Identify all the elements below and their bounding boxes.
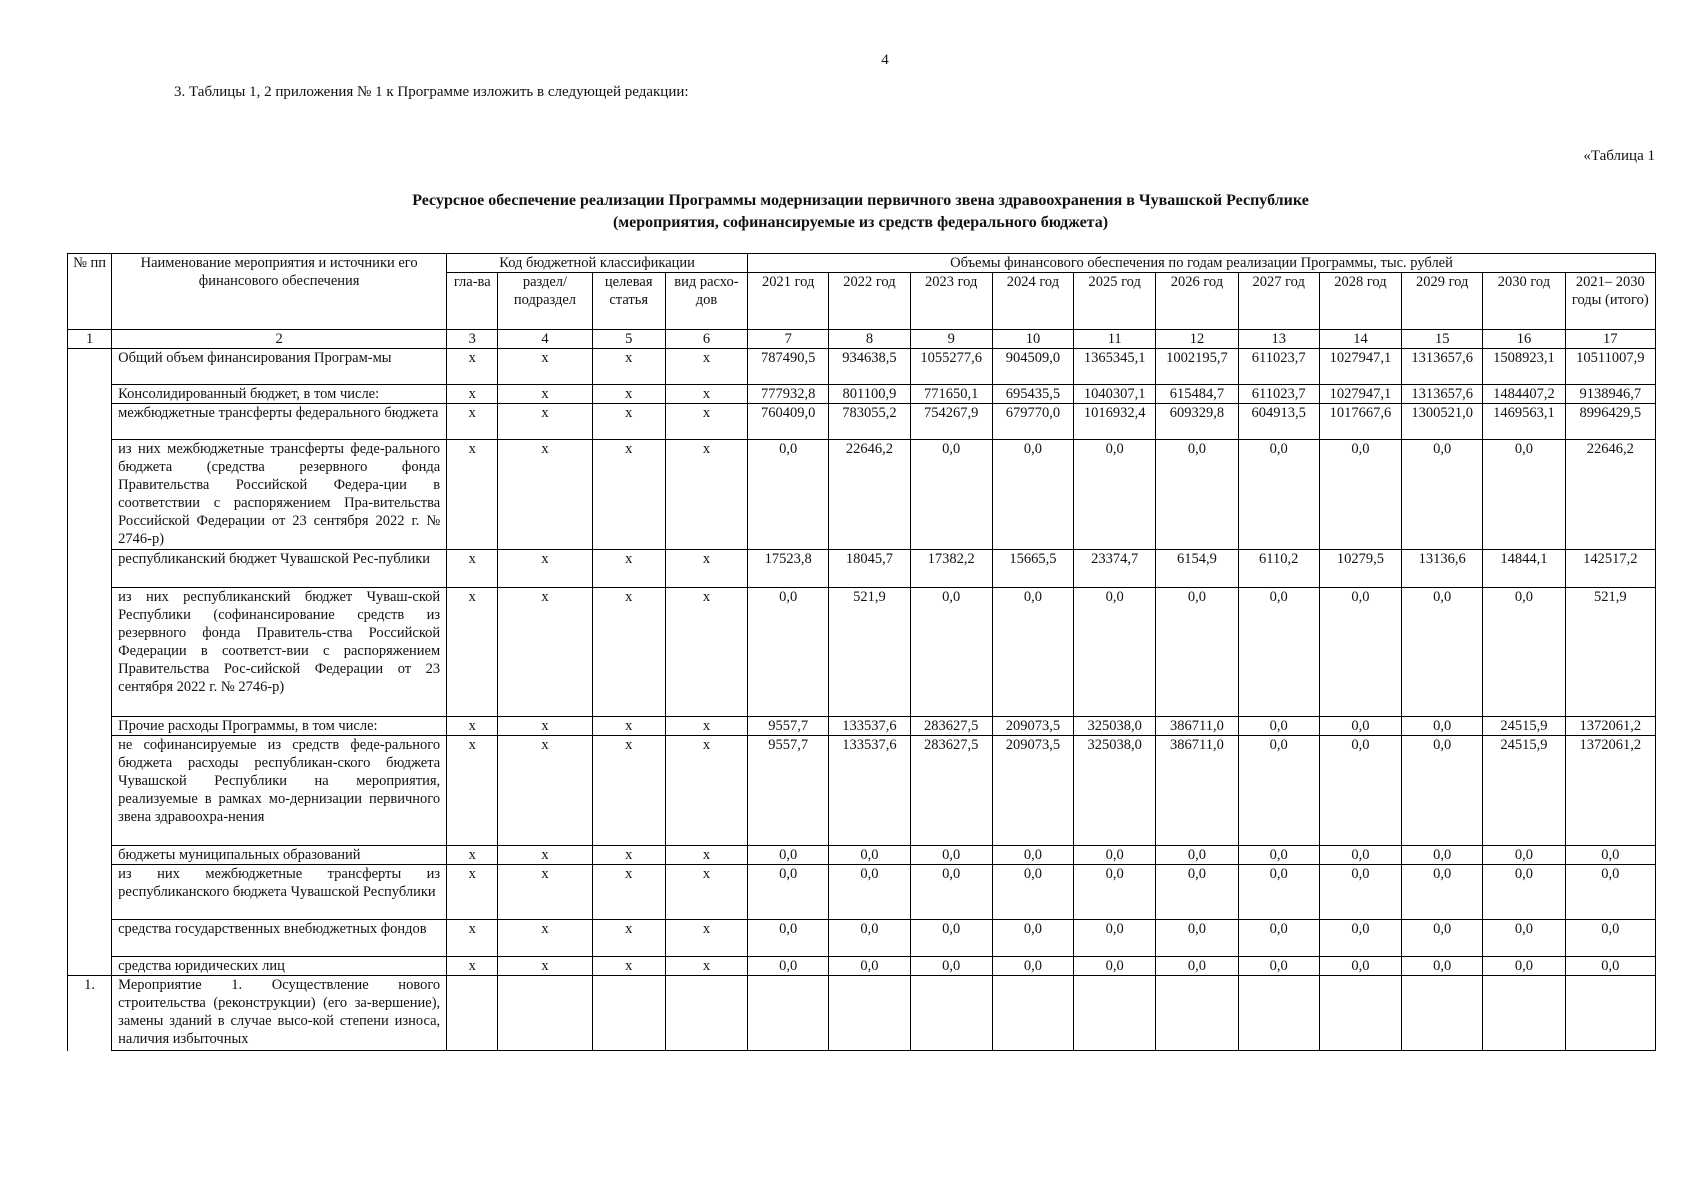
row-value: 0,0	[992, 920, 1073, 957]
row-value: 1469563,1	[1483, 404, 1565, 440]
row-value: 8996429,5	[1565, 404, 1655, 440]
table-row	[68, 920, 1656, 957]
row-value: 0,0	[1156, 588, 1238, 717]
row-code	[665, 976, 747, 1051]
row-value: 0,0	[1483, 846, 1565, 865]
table-row	[68, 865, 1656, 920]
row-value	[748, 976, 829, 1051]
row-code: x	[665, 588, 747, 717]
row-code: x	[447, 736, 498, 846]
table-row	[68, 550, 1656, 588]
row-value: 0,0	[1238, 588, 1319, 717]
column-number: 1	[68, 330, 112, 349]
column-number: 5	[592, 330, 665, 349]
row-value: 0,0	[910, 846, 992, 865]
row-value: 0,0	[1074, 957, 1156, 976]
row-name: из них республиканский бюджет Чуваш-ской Республики (софинансирование средств из резервного фонда Правитель-ства Российской Федерации в соответст-вии с распоряжением Правительства Рос-сийской Федерации от 23 сентября 2022 г. № 2746-р)	[112, 588, 447, 717]
row-value: 904509,0	[992, 349, 1073, 385]
row-code: x	[498, 385, 592, 404]
row-value: 0,0	[829, 957, 910, 976]
row-name: из них межбюджетные трансферты из республиканского бюджета Чувашской Республики	[112, 865, 447, 920]
row-name: средства юридических лиц	[112, 957, 447, 976]
row-value: 0,0	[1402, 846, 1483, 865]
row-code: x	[592, 717, 665, 736]
row-code: x	[498, 736, 592, 846]
column-number: 13	[1238, 330, 1319, 349]
column-number: 14	[1319, 330, 1401, 349]
row-value: 0,0	[1238, 717, 1319, 736]
row-value	[1238, 976, 1319, 1051]
row-value: 0,0	[1074, 440, 1156, 550]
row-value: 15665,5	[992, 550, 1073, 588]
header-year-6: 2027 год	[1238, 273, 1319, 330]
row-code: x	[447, 920, 498, 957]
row-value: 1313657,6	[1402, 385, 1483, 404]
row-num	[68, 440, 112, 550]
row-value: 934638,5	[829, 349, 910, 385]
row-value: 22646,2	[1565, 440, 1655, 550]
row-value: 0,0	[1074, 846, 1156, 865]
header-year-8: 2029 год	[1402, 273, 1483, 330]
row-code: x	[447, 349, 498, 385]
row-name: средства государственных внебюджетных фондов	[112, 920, 447, 957]
row-code: x	[592, 736, 665, 846]
row-code	[592, 976, 665, 1051]
resource-table	[67, 253, 1656, 1051]
row-value: 0,0	[1319, 736, 1401, 846]
row-code	[447, 976, 498, 1051]
row-value: 0,0	[829, 865, 910, 920]
header-year-2: 2023 год	[910, 273, 992, 330]
row-value: 0,0	[992, 440, 1073, 550]
row-value: 22646,2	[829, 440, 910, 550]
row-value: 0,0	[992, 846, 1073, 865]
row-value: 0,0	[1565, 920, 1655, 957]
row-value: 1372061,2	[1565, 736, 1655, 846]
row-value: 679770,0	[992, 404, 1073, 440]
row-value: 0,0	[1483, 920, 1565, 957]
row-value: 0,0	[748, 588, 829, 717]
row-value: 325038,0	[1074, 736, 1156, 846]
row-value: 0,0	[1402, 736, 1483, 846]
column-number: 6	[665, 330, 747, 349]
row-code: x	[665, 717, 747, 736]
row-value: 0,0	[910, 920, 992, 957]
column-number: 8	[829, 330, 910, 349]
table-row	[68, 440, 1656, 550]
title-line-1: Ресурсное обеспечение реализации Программы модернизации первичного звена здравоохранения в Чувашской Республике	[412, 192, 1309, 209]
row-code: x	[498, 440, 592, 550]
row-value: 13136,6	[1402, 550, 1483, 588]
row-value: 1002195,7	[1156, 349, 1238, 385]
table-row	[68, 846, 1656, 865]
table-row	[68, 385, 1656, 404]
table-label: «Таблица 1	[1583, 148, 1655, 164]
row-value: 615484,7	[1156, 385, 1238, 404]
row-value: 0,0	[829, 920, 910, 957]
row-value: 0,0	[1074, 865, 1156, 920]
row-code: x	[592, 846, 665, 865]
row-value: 10279,5	[1319, 550, 1401, 588]
row-value: 0,0	[1156, 440, 1238, 550]
row-num	[68, 717, 112, 736]
row-value: 0,0	[748, 846, 829, 865]
header-year-5: 2026 год	[1156, 273, 1238, 330]
row-num	[68, 588, 112, 717]
row-code: x	[592, 349, 665, 385]
row-value: 777932,8	[748, 385, 829, 404]
row-value: 754267,9	[910, 404, 992, 440]
header-volumes-group: Объемы финансового обеспечения по годам реализации Программы, тыс. рублей	[748, 254, 1656, 273]
row-value: 1300521,0	[1402, 404, 1483, 440]
header-kbk-group: Код бюджетной классификации	[447, 254, 748, 273]
table-row	[68, 588, 1656, 717]
row-value: 0,0	[1319, 920, 1401, 957]
row-num	[68, 920, 112, 957]
row-value: 1017667,6	[1319, 404, 1401, 440]
column-number: 2	[112, 330, 447, 349]
row-value: 0,0	[1483, 588, 1565, 717]
row-value: 0,0	[1319, 440, 1401, 550]
row-code: x	[665, 957, 747, 976]
column-number: 16	[1483, 330, 1565, 349]
row-value: 209073,5	[992, 717, 1073, 736]
row-value: 14844,1	[1483, 550, 1565, 588]
header-num: № пп	[68, 254, 112, 330]
row-value: 0,0	[829, 846, 910, 865]
row-code: x	[498, 846, 592, 865]
row-code: x	[665, 736, 747, 846]
row-value: 611023,7	[1238, 385, 1319, 404]
row-value: 0,0	[910, 588, 992, 717]
column-number: 9	[910, 330, 992, 349]
row-value: 0,0	[1402, 865, 1483, 920]
column-number: 11	[1074, 330, 1156, 349]
row-value: 9138946,7	[1565, 385, 1655, 404]
header-kbk-2: целевая статья	[592, 273, 665, 330]
row-value: 1372061,2	[1565, 717, 1655, 736]
header-kbk-0: гла-ва	[447, 273, 498, 330]
row-value: 0,0	[1319, 957, 1401, 976]
row-value: 1313657,6	[1402, 349, 1483, 385]
row-value: 0,0	[1238, 865, 1319, 920]
row-value: 0,0	[1238, 846, 1319, 865]
row-name: межбюджетные трансферты федерального бюджета	[112, 404, 447, 440]
row-code: x	[447, 588, 498, 717]
row-value: 283627,5	[910, 736, 992, 846]
row-name: Мероприятие 1. Осуществление нового строительства (реконструкции) (его за-вершение), замены зданий в случае высо-кой степени износа, наличия избыточных	[112, 976, 447, 1051]
row-value: 0,0	[992, 957, 1073, 976]
row-value	[992, 976, 1073, 1051]
row-value	[1483, 976, 1565, 1051]
row-value: 783055,2	[829, 404, 910, 440]
table-row	[68, 736, 1656, 846]
column-number: 15	[1402, 330, 1483, 349]
header-kbk-1: раздел/ подраздел	[498, 273, 592, 330]
row-value: 0,0	[1402, 588, 1483, 717]
row-code: x	[447, 440, 498, 550]
row-value: 0,0	[1074, 588, 1156, 717]
row-code: x	[447, 385, 498, 404]
table-title	[67, 190, 1654, 234]
row-value: 0,0	[1319, 717, 1401, 736]
row-value: 10511007,9	[1565, 349, 1655, 385]
row-name: из них межбюджетные трансферты феде-рального бюджета (средства резервного фонда Правительства Российской Федера-ции в соответствии с распоряжением Пра-вительства Российской Федерации от 23 сентября 2022 г. № 2746-р)	[112, 440, 447, 550]
header-year-3: 2024 год	[992, 273, 1073, 330]
row-value: 760409,0	[748, 404, 829, 440]
row-num: 1.	[68, 976, 112, 1051]
row-value: 18045,7	[829, 550, 910, 588]
row-value: 1365345,1	[1074, 349, 1156, 385]
row-num	[68, 736, 112, 846]
row-value: 521,9	[829, 588, 910, 717]
table-row	[68, 976, 1656, 1051]
row-code: x	[592, 385, 665, 404]
row-code: x	[665, 385, 747, 404]
row-value: 1055277,6	[910, 349, 992, 385]
column-number: 12	[1156, 330, 1238, 349]
row-code: x	[592, 588, 665, 717]
intro-text: 3. Таблицы 1, 2 приложения № 1 к Программе изложить в следующей редакции:	[174, 84, 689, 100]
row-value: 609329,8	[1156, 404, 1238, 440]
row-value: 0,0	[1402, 957, 1483, 976]
row-value: 771650,1	[910, 385, 992, 404]
page-number: 4	[881, 52, 889, 68]
row-code: x	[665, 920, 747, 957]
row-value	[1402, 976, 1483, 1051]
row-value: 0,0	[1402, 717, 1483, 736]
row-value: 1508923,1	[1483, 349, 1565, 385]
row-code: x	[665, 349, 747, 385]
row-value: 0,0	[1319, 588, 1401, 717]
row-value: 0,0	[1238, 440, 1319, 550]
row-num	[68, 846, 112, 865]
row-value: 0,0	[1319, 846, 1401, 865]
header-year-0: 2021 год	[748, 273, 829, 330]
row-value: 1484407,2	[1483, 385, 1565, 404]
row-value: 23374,7	[1074, 550, 1156, 588]
row-value: 611023,7	[1238, 349, 1319, 385]
column-number: 7	[748, 330, 829, 349]
row-value	[1074, 976, 1156, 1051]
row-value: 0,0	[748, 865, 829, 920]
title-line-2: (мероприятия, софинансируемые из средств федерального бюджета)	[612, 214, 1109, 231]
row-value: 9557,7	[748, 717, 829, 736]
row-value: 17382,2	[910, 550, 992, 588]
row-code: x	[592, 920, 665, 957]
row-value: 1040307,1	[1074, 385, 1156, 404]
row-code: x	[592, 865, 665, 920]
row-value: 0,0	[910, 865, 992, 920]
row-code: x	[665, 550, 747, 588]
row-value: 0,0	[1238, 920, 1319, 957]
row-value: 0,0	[1238, 736, 1319, 846]
row-value: 0,0	[1565, 957, 1655, 976]
row-value	[1565, 976, 1655, 1051]
header-name: Наименование мероприятия и источники его финансового обеспечения	[112, 254, 447, 330]
row-num	[68, 349, 112, 385]
row-code: x	[498, 865, 592, 920]
header-year-1: 2022 год	[829, 273, 910, 330]
header-year-4: 2025 год	[1074, 273, 1156, 330]
table-row	[68, 349, 1656, 385]
row-value: 0,0	[910, 957, 992, 976]
row-value: 604913,5	[1238, 404, 1319, 440]
table-row	[68, 404, 1656, 440]
row-value: 695435,5	[992, 385, 1073, 404]
row-value: 0,0	[1156, 865, 1238, 920]
row-code: x	[665, 404, 747, 440]
column-number: 3	[447, 330, 498, 349]
row-value: 0,0	[910, 440, 992, 550]
row-value: 0,0	[992, 865, 1073, 920]
row-num	[68, 404, 112, 440]
row-num	[68, 385, 112, 404]
row-code: x	[447, 957, 498, 976]
row-code: x	[447, 717, 498, 736]
column-number: 10	[992, 330, 1073, 349]
row-value: 0,0	[1319, 865, 1401, 920]
row-value: 0,0	[1483, 865, 1565, 920]
row-value	[1319, 976, 1401, 1051]
row-value: 1016932,4	[1074, 404, 1156, 440]
row-value: 0,0	[1156, 846, 1238, 865]
row-value: 0,0	[748, 440, 829, 550]
row-code: x	[447, 865, 498, 920]
row-code: x	[498, 920, 592, 957]
row-code: x	[498, 349, 592, 385]
row-value: 6154,9	[1156, 550, 1238, 588]
row-code: x	[592, 440, 665, 550]
row-value: 0,0	[1402, 440, 1483, 550]
row-value: 0,0	[1565, 846, 1655, 865]
row-code	[498, 976, 592, 1051]
header-year-9: 2030 год	[1483, 273, 1565, 330]
row-name: не софинансируемые из средств феде-рального бюджета расходы республикан-ского бюджета Чувашской Республики на мероприятия, реализуемые в рамках мо-дернизации первичного звена здравоохра-нения	[112, 736, 447, 846]
row-code: x	[447, 550, 498, 588]
row-value: 386711,0	[1156, 736, 1238, 846]
row-value: 142517,2	[1565, 550, 1655, 588]
row-code: x	[447, 404, 498, 440]
row-value: 133537,6	[829, 736, 910, 846]
row-num	[68, 865, 112, 920]
row-value: 24515,9	[1483, 717, 1565, 736]
row-code: x	[592, 957, 665, 976]
row-value: 0,0	[1156, 920, 1238, 957]
row-name: Прочие расходы Программы, в том числе:	[112, 717, 447, 736]
row-name: бюджеты муниципальных образований	[112, 846, 447, 865]
row-code: x	[665, 846, 747, 865]
row-value: 386711,0	[1156, 717, 1238, 736]
row-code: x	[592, 550, 665, 588]
row-value: 24515,9	[1483, 736, 1565, 846]
column-number: 4	[498, 330, 592, 349]
row-code: x	[447, 846, 498, 865]
header-year-7: 2028 год	[1319, 273, 1401, 330]
row-num	[68, 957, 112, 976]
column-number: 17	[1565, 330, 1655, 349]
row-value: 325038,0	[1074, 717, 1156, 736]
row-value: 283627,5	[910, 717, 992, 736]
row-name: Общий объем финансирования Програм-мы	[112, 349, 447, 385]
row-value: 133537,6	[829, 717, 910, 736]
row-code: x	[498, 717, 592, 736]
row-value: 0,0	[1156, 957, 1238, 976]
row-code: x	[665, 865, 747, 920]
row-value: 1027947,1	[1319, 349, 1401, 385]
row-value: 0,0	[1565, 865, 1655, 920]
row-value: 0,0	[748, 920, 829, 957]
row-value: 787490,5	[748, 349, 829, 385]
row-num	[68, 550, 112, 588]
row-value: 0,0	[1483, 957, 1565, 976]
row-value	[829, 976, 910, 1051]
row-code: x	[498, 957, 592, 976]
row-code: x	[592, 404, 665, 440]
row-value	[1156, 976, 1238, 1051]
row-code: x	[498, 588, 592, 717]
row-name: республиканский бюджет Чувашской Рес-публики	[112, 550, 447, 588]
row-value: 0,0	[1402, 920, 1483, 957]
row-value: 0,0	[1483, 440, 1565, 550]
row-value: 521,9	[1565, 588, 1655, 717]
row-value: 0,0	[1074, 920, 1156, 957]
table-row	[68, 957, 1656, 976]
row-value: 209073,5	[992, 736, 1073, 846]
row-value	[910, 976, 992, 1051]
table-row	[68, 717, 1656, 736]
row-value: 6110,2	[1238, 550, 1319, 588]
header-year-10: 2021– 2030 годы (итого)	[1565, 273, 1655, 330]
row-value: 0,0	[748, 957, 829, 976]
row-value: 17523,8	[748, 550, 829, 588]
row-value: 1027947,1	[1319, 385, 1401, 404]
row-value: 0,0	[992, 588, 1073, 717]
row-value: 0,0	[1238, 957, 1319, 976]
row-code: x	[665, 440, 747, 550]
row-name: Консолидированный бюджет, в том числе:	[112, 385, 447, 404]
row-value: 801100,9	[829, 385, 910, 404]
row-code: x	[498, 404, 592, 440]
row-value: 9557,7	[748, 736, 829, 846]
row-code: x	[498, 550, 592, 588]
header-kbk-3: вид расхо-дов	[665, 273, 747, 330]
